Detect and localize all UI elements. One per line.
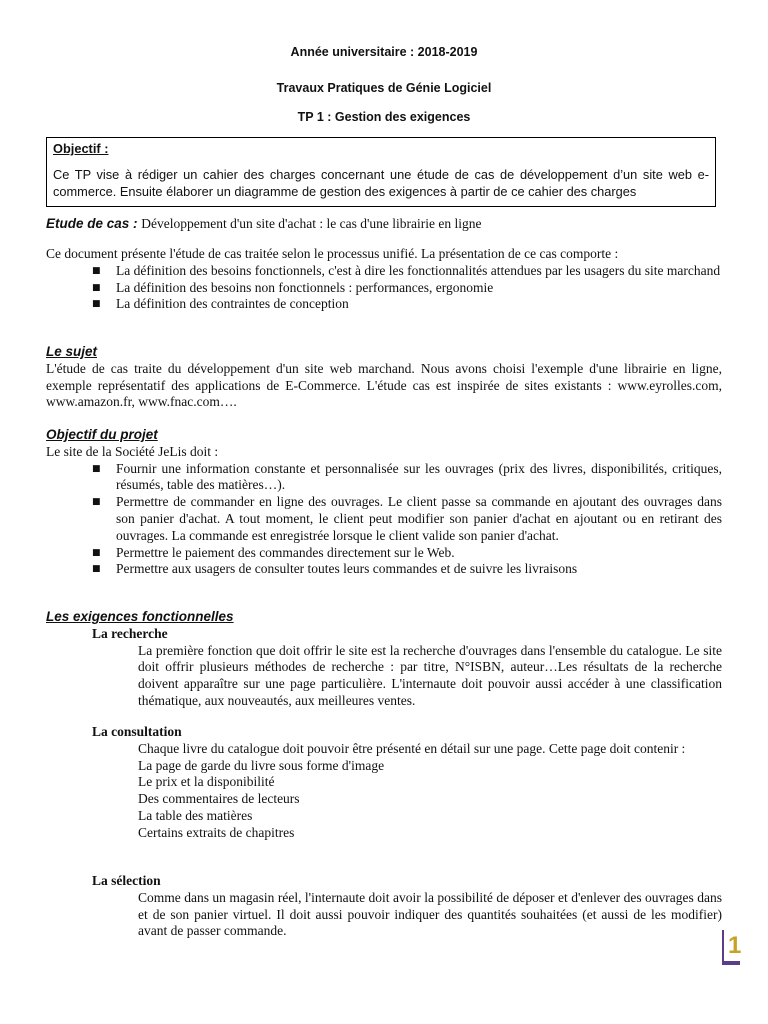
list-item: ■ Permettre aux usagers de consulter toutes leurs commandes et de suivre les livraisons — [92, 561, 578, 577]
search-title: La recherche — [92, 625, 168, 641]
list-item: Le prix et la disponibilité — [138, 774, 275, 790]
subject-section — [46, 344, 722, 411]
list-item: La page de garde du livre sous forme d'image — [138, 757, 385, 773]
list-item: ■ La définition des contraintes de conception — [92, 296, 349, 312]
search-text: La première fonction que doit offrir le site est la recherche d'ouvrages dans l'ensemble du catalogue. Le site doit offrir plusieurs méthodes de recherche : par titre, N°ISBN, auteur…Les résultats de la recherche doivent apparaître sur une page particulière. L'internaute doit pouvoir aussi accéder à une classification thématique, aux nouveautés, aux meilleures ventes. — [138, 642, 722, 708]
page-tab-decoration — [722, 961, 740, 965]
list-item: Certains extraits de chapitres — [138, 824, 295, 840]
page-number: 1 — [722, 930, 762, 962]
square-bullet-icon: ■ — [92, 299, 101, 310]
square-bullet-icon: ■ — [92, 463, 101, 474]
consultation-list — [46, 758, 722, 842]
case-study-intro: Ce document présente l'étude de cas traitée selon le processus unifié. La présentation de ce cas comporte : — [46, 246, 619, 261]
case-study-list — [46, 263, 722, 313]
selection-text: Comme dans un magasin réel, l'internaute doit avoir la possibilité de déposer et d'enlever des ouvrages dans et de son panier virtuel. Il doit aussi pouvoir indiquer des quantités souhaitées (et aussi de les modifier) avant de passer commande. — [138, 889, 722, 939]
square-bullet-icon: ■ — [92, 547, 101, 558]
tp-title: TP 1 : Gestion des exigences — [297, 110, 471, 124]
academic-year: Année universitaire : 2018-2019 — [290, 45, 478, 59]
consultation-section — [46, 724, 722, 842]
project-objective-intro: Le site de la Société JeLis doit : — [46, 443, 219, 459]
course-title: Travaux Pratiques de Génie Logiciel — [276, 81, 492, 95]
list-item: Des commentaires de lecteurs — [138, 791, 300, 807]
selection-title: La sélection — [92, 873, 161, 888]
square-bullet-icon: ■ — [92, 564, 101, 575]
list-item: ■ La définition des besoins fonctionnels, c'est à dire les fonctionnalités attendues par les usagers du site marchand — [92, 262, 721, 278]
case-study-text: Développement d'un site d'achat : le cas d'une librairie en ligne — [141, 216, 482, 231]
consultation-title: La consultation — [92, 724, 182, 739]
selection-section — [46, 873, 722, 940]
case-study-line: Etude de cas : Développement d'un site d'achat : le cas d'une librairie en ligne — [46, 216, 482, 231]
project-objective-section — [46, 427, 722, 578]
list-item: La table des matières — [138, 807, 253, 823]
list-item: ■ La définition des besoins non fonctionnels : performances, ergonomie — [92, 279, 494, 295]
objective-text: Ce TP vise à rédiger un cahier des charges concernant une étude de cas de développement d’un site web e-commerce. Ensuite élaborer un diagramme de gestion des exigences à partir de ce cahier des charges — [53, 167, 709, 199]
functional-requirements-section — [46, 609, 722, 710]
square-bullet-icon: ■ — [92, 265, 101, 276]
case-study-section — [46, 246, 722, 313]
project-objective-list — [46, 461, 722, 579]
square-bullet-icon: ■ — [92, 497, 101, 508]
functional-heading: Les exigences fonctionnelles — [46, 609, 234, 624]
square-bullet-icon: ■ — [92, 282, 101, 293]
objective-title: Objectif : — [53, 141, 109, 156]
case-study-label: Etude de cas — [46, 216, 130, 231]
list-item: ■ Permettre le paiement des commandes directement sur le Web. — [92, 544, 455, 560]
subject-text: L'étude de cas traite du développement d'un site web marchand. Nous avons choisi l'exemple d'une librairie en ligne, exemple représentatif des applications de E-Commerce. L'étude cas est inspirée de sites existants : www.eyrolles.com, www.amazon.fr, www.fnac.com…. — [46, 360, 722, 410]
project-objective-heading: Objectif du projet — [46, 427, 158, 442]
consultation-text: Chaque livre du catalogue doit pouvoir être présenté en détail sur une page. Cette page doit contenir : — [138, 740, 686, 756]
subject-heading: Le sujet — [46, 344, 98, 359]
objective-box — [46, 137, 716, 207]
list-item: ■ Fournir une information constante et personnalisée sur les ouvrages (prix des livres, disponibilités, critiques, résumés, table des matières…). — [92, 460, 722, 493]
list-item: ■ Permettre de commander en ligne des ouvrages. Le client passe sa commande en ajoutant des ouvrages dans son panier d'achat. A tout moment, le client peut modifier son panier d'achat en ajoutant ou en retirant des ouvrages. La commande est enregistrée lorsque le client valide son panier d'achat. — [92, 494, 722, 543]
